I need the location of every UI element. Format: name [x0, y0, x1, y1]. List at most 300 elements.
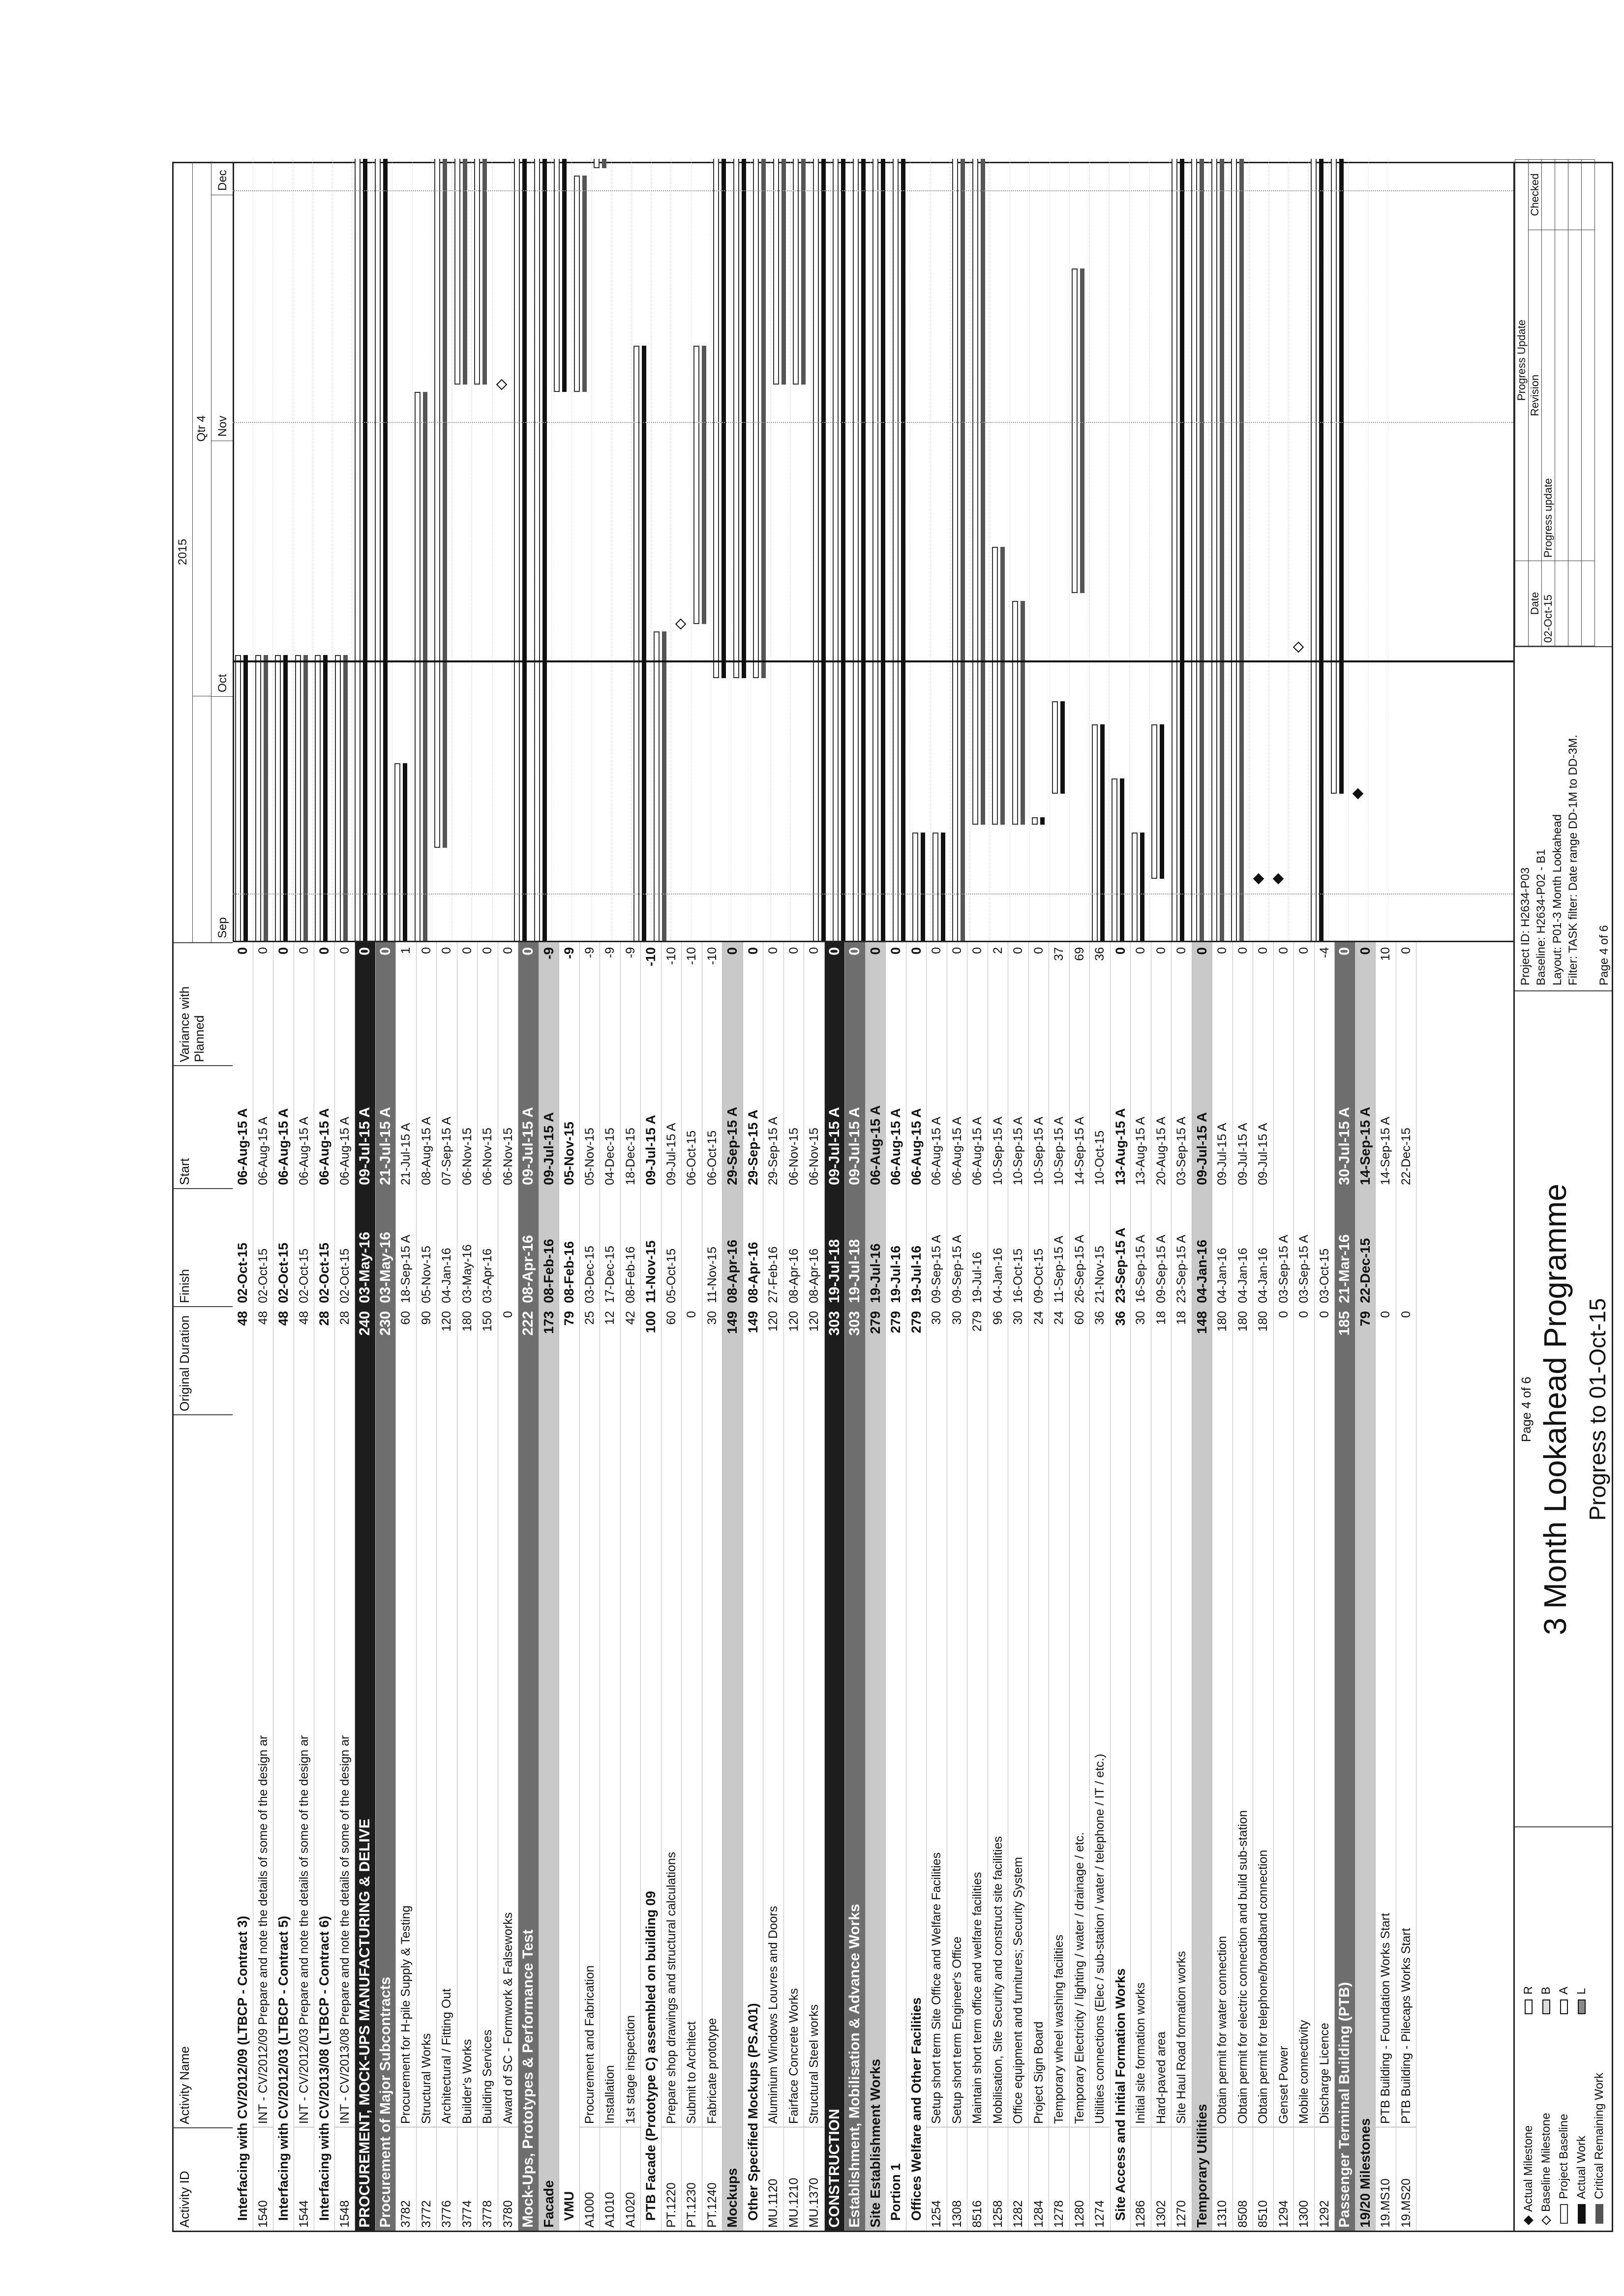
- table-row[interactable]: [662, 942, 682, 2231]
- activity-name: Site Establishment Works: [867, 2058, 883, 2228]
- finish-date: 03-Sep-15 A: [1276, 1235, 1291, 1303]
- variance: -10: [643, 947, 658, 967]
- start-date: 03-Sep-15 A: [1174, 1117, 1188, 1185]
- activity-name: Obtain permit for telephone/broadband connection: [1253, 1414, 1273, 2127]
- baseline-bar: [1052, 701, 1058, 794]
- activity-name: Fabricate prototype: [702, 1414, 722, 2127]
- baseline-bar: [893, 159, 899, 942]
- gantt-row: [293, 159, 313, 941]
- baseline-bar: [1132, 833, 1138, 942]
- start-date: 05-Nov-15: [582, 1128, 597, 1185]
- gantt-row: [1189, 159, 1209, 941]
- activity-id: MU.1120: [766, 2178, 780, 2228]
- gantt-row: [352, 159, 373, 941]
- header-finish: Finish: [174, 1188, 233, 1306]
- gantt-row: [1249, 159, 1269, 941]
- original-duration: 0: [1297, 1311, 1311, 1318]
- footer: [1515, 162, 1613, 2232]
- finish-date: 11-Nov-15: [705, 1247, 719, 1303]
- original-duration: 180: [1256, 1311, 1270, 1332]
- start-date: 10-Sep-15 A: [1011, 1117, 1025, 1185]
- activity-id: 3772: [419, 2200, 433, 2228]
- rev-col-checked: Checked: [1529, 160, 1542, 230]
- gantt-row: [432, 159, 452, 941]
- activity-id: PT.1240: [705, 2182, 719, 2228]
- table-row[interactable]: [1049, 942, 1070, 2231]
- table-row[interactable]: [1396, 942, 1417, 2231]
- table-row[interactable]: [927, 942, 947, 2231]
- group-row[interactable]: [376, 942, 396, 2231]
- start-date: 07-Sep-15 A: [440, 1117, 453, 1185]
- finish-date: 19-Jul-18: [826, 1239, 842, 1303]
- variance: 0: [970, 947, 984, 954]
- start-date: 06-Aug-15 A: [867, 1105, 883, 1185]
- original-duration: 150: [481, 1311, 494, 1332]
- activity-name: Temporary Utilities: [1194, 2104, 1209, 2228]
- original-duration: 120: [766, 1311, 780, 1332]
- variance: 0: [1399, 947, 1413, 954]
- finish-date: 08-Apr-16: [745, 1242, 760, 1303]
- original-duration: 0: [685, 1311, 698, 1318]
- start-date: 09-Jul-15 A: [520, 1107, 536, 1185]
- gantt-row: [850, 159, 871, 941]
- legend-actual-milestone: [1522, 2125, 1535, 2224]
- finish-date: 11-Nov-15: [643, 1240, 658, 1303]
- start-date: 20-Aug-15 A: [1154, 1117, 1168, 1185]
- baseline-bar: [335, 655, 341, 942]
- header-variance: Variance with Planned: [174, 942, 233, 1065]
- page-number: Page 4 of 6: [1519, 1376, 1534, 1442]
- baseline-bar: [1151, 724, 1157, 879]
- table-row[interactable]: [702, 942, 723, 2231]
- table-row[interactable]: [763, 942, 784, 2231]
- table-row[interactable]: [294, 942, 315, 2231]
- variance: -10: [664, 947, 678, 965]
- gantt-row: [233, 159, 253, 941]
- variance: 0: [930, 947, 943, 954]
- gantt-row: [1268, 159, 1289, 941]
- finish-date: 02-Oct-15: [276, 1242, 291, 1303]
- remaining-work-bar: [881, 159, 885, 942]
- start-date: 10-Sep-15 A: [991, 1117, 1005, 1185]
- original-duration: 148: [1194, 1311, 1209, 1334]
- group-row[interactable]: [722, 942, 743, 2231]
- variance: 0: [1031, 947, 1046, 954]
- group-row[interactable]: [539, 942, 560, 2231]
- variance: 0: [766, 947, 780, 954]
- baseline-bar: [1092, 724, 1098, 942]
- start-date: 06-Oct-15: [705, 1130, 719, 1185]
- start-date: 06-Aug-15 A: [970, 1117, 984, 1185]
- actual-work-bar: [1120, 778, 1124, 942]
- timescale-quarter: Qtr 4: [192, 161, 211, 696]
- finish-date: 04-Jan-16: [1215, 1248, 1229, 1303]
- start-date: 09-Jul-15 A: [1194, 1112, 1209, 1185]
- variance: 0: [1256, 947, 1270, 954]
- original-duration: 100: [643, 1311, 658, 1334]
- start-date: 09-Jul-15 A: [541, 1112, 556, 1185]
- variance: 0: [1215, 947, 1229, 954]
- group-row[interactable]: [866, 942, 886, 2231]
- activity-name: Offices Welfare and Other Facilities: [908, 1997, 924, 2221]
- activity-name: Mobilisation, Site Security and construct site facilities: [988, 1414, 1008, 2127]
- variance: 0: [1011, 947, 1025, 954]
- table-row[interactable]: [784, 942, 805, 2231]
- variance: 0: [256, 947, 270, 954]
- start-date: 09-Jul-15 A: [826, 1107, 842, 1185]
- original-duration: 79: [562, 1311, 576, 1326]
- start-date: 29-Sep-15 A: [724, 1106, 740, 1185]
- finish-date: 04-Jan-16: [1194, 1239, 1209, 1303]
- header-start: Start: [174, 1065, 233, 1188]
- gantt-row: [1149, 159, 1170, 941]
- original-duration: 12: [603, 1311, 617, 1325]
- activity-id: 1544: [297, 2200, 311, 2228]
- variance: -10: [705, 947, 719, 965]
- table-row[interactable]: [1008, 942, 1029, 2231]
- start-date: 06-Aug-15 A: [950, 1117, 964, 1185]
- legend-code-b: [1539, 1987, 1553, 2014]
- table-row[interactable]: [600, 942, 621, 2231]
- table-row[interactable]: [1376, 942, 1396, 2231]
- activity-id: A1020: [623, 2192, 637, 2228]
- original-duration: 18: [1154, 1311, 1168, 1325]
- timescale-month-oct: Oct: [211, 441, 233, 696]
- table-row[interactable]: [498, 942, 519, 2231]
- actual-work-bar: [403, 763, 407, 942]
- gantt-row: [990, 159, 1010, 941]
- variance: 36: [1093, 947, 1107, 961]
- finish-date: 19-Jul-16: [908, 1245, 924, 1303]
- table-row[interactable]: [335, 942, 356, 2231]
- table-row[interactable]: [621, 942, 641, 2231]
- activity-name: Utilities connections (Elec / sub-station / water / telephone / IT / etc.): [1090, 1414, 1110, 2127]
- group-row[interactable]: [886, 942, 906, 2231]
- variance: 0: [888, 947, 903, 955]
- original-duration: 18: [1174, 1311, 1188, 1325]
- remaining-work-bar: [702, 346, 706, 624]
- activity-id: 3780: [501, 2200, 515, 2228]
- group-row[interactable]: [355, 942, 376, 2231]
- table-row[interactable]: [682, 942, 702, 2231]
- table-row[interactable]: [417, 942, 437, 2231]
- group-row[interactable]: [641, 942, 662, 2231]
- finish-date: 22-Dec-15: [1357, 1238, 1373, 1303]
- table-row[interactable]: [580, 942, 601, 2231]
- start-date: 06-Aug-15 A: [256, 1117, 270, 1185]
- variance: 0: [276, 947, 291, 955]
- finish-date: 16-Sep-15 A: [1134, 1235, 1147, 1303]
- progress-subtitle: Progress to 01-Oct-15: [1585, 1298, 1610, 1521]
- activity-id: 1308: [950, 2200, 964, 2228]
- table-row[interactable]: [967, 942, 988, 2231]
- activity-id: PT.1230: [685, 2182, 698, 2228]
- activity-name: Passenger Terminal Building (PTB): [1336, 1982, 1353, 2228]
- remaining-work-bar: [1180, 159, 1184, 942]
- variance: 0: [867, 947, 883, 955]
- baseline-bar: [514, 159, 520, 942]
- original-duration: 36: [1093, 1311, 1107, 1325]
- activity-id: 1302: [1154, 2200, 1168, 2228]
- table-row[interactable]: [457, 942, 478, 2231]
- activity-id: 1278: [1052, 2200, 1066, 2228]
- activity-name: Installation: [600, 1414, 620, 2127]
- month-gridline: [233, 190, 1513, 191]
- legend-code-r: [1522, 1986, 1535, 2014]
- gantt-row: [790, 159, 811, 941]
- finish-date: 02-Oct-15: [297, 1248, 311, 1303]
- gantt-row: [1129, 159, 1150, 941]
- table-row[interactable]: [1090, 942, 1111, 2231]
- finish-date: [1396, 1188, 1416, 1306]
- variance: -4: [1317, 947, 1331, 958]
- original-duration: 0: [501, 1311, 515, 1318]
- original-duration: 60: [664, 1311, 678, 1325]
- finish-date: [1376, 1188, 1395, 1306]
- start-date: 06-Aug-15 A: [337, 1117, 352, 1185]
- gantt-row: [1169, 159, 1190, 941]
- table-row[interactable]: [1253, 942, 1274, 2231]
- finish-date: 04-Jan-16: [440, 1248, 453, 1303]
- group-row[interactable]: [1192, 942, 1213, 2231]
- activity-id: A1010: [603, 2192, 617, 2228]
- activity-name: Setup short term Engineer's Office: [947, 1414, 967, 2127]
- activity-name: Award of SC - Formwork & Falseworks: [498, 1414, 518, 2127]
- baseline-bar: [474, 159, 480, 385]
- activity-id: 3778: [481, 2200, 494, 2228]
- activity-name: Other Specified Mockups (PS.A01): [745, 2003, 760, 2221]
- rev-text: Progress update: [1542, 230, 1555, 561]
- table-row[interactable]: [1294, 942, 1315, 2231]
- variance: 0: [440, 947, 453, 954]
- activity-name: Maintain short term office and welfare facilities: [967, 1414, 987, 2127]
- activity-id: 1284: [1031, 2200, 1046, 2228]
- remaining-work-bar: [742, 159, 746, 678]
- table-row[interactable]: [1029, 942, 1050, 2231]
- gantt-row: [1209, 159, 1230, 941]
- gantt-row: [1010, 159, 1030, 941]
- baseline-bar: [793, 159, 799, 385]
- activity-id: PT.1220: [664, 2182, 678, 2228]
- activity-name: 1st stage inspection: [621, 1414, 640, 2127]
- variance: -10: [685, 947, 698, 965]
- original-duration: 36: [1113, 1311, 1128, 1326]
- activity-name: Interfacing with CV/2012/09 (LTBCP - Contract 3): [235, 1915, 250, 2221]
- group-row[interactable]: [825, 942, 845, 2231]
- activity-name: Builder's Works: [457, 1414, 477, 2127]
- activity-id: 3782: [399, 2200, 413, 2228]
- start-date: 06-Nov-15: [786, 1128, 801, 1185]
- original-duration: 120: [786, 1311, 801, 1332]
- gantt-row: [870, 159, 891, 941]
- original-duration: 30: [1134, 1311, 1147, 1325]
- remaining-work-bar: [602, 159, 606, 168]
- variance: -9: [603, 947, 617, 958]
- remaining-work-bar: [264, 655, 268, 942]
- group-row[interactable]: [1111, 942, 1131, 2231]
- baseline-bar: [1191, 159, 1197, 942]
- baseline-bar: [1231, 159, 1237, 942]
- table-row[interactable]: [1315, 942, 1335, 2231]
- table-row[interactable]: [1212, 942, 1233, 2231]
- code-l-swatch: [1578, 1999, 1586, 2014]
- legend-actual-work: [1575, 2136, 1589, 2224]
- activity-id: 3774: [460, 2200, 474, 2228]
- original-duration: 240: [357, 1311, 373, 1336]
- gantt-row: [950, 159, 970, 941]
- baseline-bar: [693, 346, 699, 624]
- table-header: [174, 163, 234, 2231]
- table-row[interactable]: [988, 942, 1009, 2231]
- finish-date: 03-Apr-16: [481, 1248, 494, 1303]
- actual-milestone-marker: [1273, 873, 1284, 885]
- table-row[interactable]: [1274, 942, 1294, 2231]
- timescale-month-sep: Sep: [211, 696, 233, 942]
- group-row[interactable]: [1335, 942, 1355, 2231]
- rev-empty: [1555, 561, 1568, 646]
- original-duration: 180: [460, 1311, 474, 1332]
- group-row[interactable]: [273, 942, 294, 2231]
- activity-id: 1548: [337, 2200, 352, 2228]
- activity-name: INT - CV/2012/09 Prepare and note the details of some of the design ar: [253, 1414, 273, 2127]
- table-row[interactable]: [1131, 942, 1151, 2231]
- variance: 0: [501, 947, 515, 954]
- original-duration: 60: [1072, 1311, 1086, 1325]
- activity-name: Discharge Licence: [1315, 1414, 1334, 2127]
- start-date: 06-Aug-15 A: [297, 1117, 311, 1185]
- activity-name: PTB Building - Pilecaps Works Start: [1396, 1414, 1416, 2127]
- table-row[interactable]: [253, 942, 274, 2231]
- activity-name: Setup short term Site Office and Welfare Facilities: [927, 1414, 946, 2127]
- remaining-work-bar: [801, 159, 806, 385]
- gantt-row: [631, 159, 652, 941]
- gantt-row: [591, 159, 612, 941]
- activity-id: 1274: [1093, 2200, 1107, 2228]
- activity-name: Project Sign Board: [1029, 1414, 1049, 2127]
- baseline-bar: [1331, 159, 1337, 794]
- variance: 0: [786, 947, 801, 954]
- activity-id: 1258: [991, 2200, 1005, 2228]
- group-row[interactable]: [743, 942, 764, 2231]
- rev-col-revision: Revision: [1529, 230, 1542, 561]
- finish-date: 03-May-16: [460, 1244, 474, 1303]
- activity-id: MU.1210: [786, 2177, 801, 2228]
- table-row[interactable]: [437, 942, 457, 2231]
- rev-empty: [1568, 561, 1582, 646]
- start-date: 06-Nov-15: [501, 1128, 515, 1185]
- original-duration: 79: [1357, 1311, 1373, 1327]
- group-row[interactable]: [1355, 942, 1376, 2231]
- original-duration: 24: [1031, 1311, 1046, 1325]
- activity-name: Fairface Concrete Works: [784, 1414, 804, 2127]
- activity-id: 1286: [1134, 2200, 1147, 2228]
- table-row[interactable]: [1233, 942, 1254, 2231]
- variance: 0: [317, 947, 331, 955]
- legend-code-a-label: A: [1557, 1986, 1570, 1995]
- header-activity-id: Activity ID: [174, 2127, 233, 2231]
- activity-id: 1270: [1174, 2200, 1188, 2228]
- gantt-row: [751, 159, 771, 941]
- group-row[interactable]: [559, 942, 580, 2231]
- variance: 0: [520, 947, 536, 955]
- baseline-bar: [992, 547, 998, 825]
- group-row[interactable]: [314, 942, 335, 2231]
- baseline-bar: [1211, 159, 1217, 942]
- baseline-bar: [275, 655, 281, 942]
- original-duration: 28: [337, 1311, 352, 1325]
- table-row[interactable]: [1070, 942, 1090, 2231]
- layout-info: Layout: P01-3 Month Lookahead: [1550, 814, 1564, 985]
- baseline-milestone-icon: [1541, 2215, 1551, 2225]
- gantt-row: [571, 159, 592, 941]
- activity-id: 1282: [1011, 2200, 1025, 2228]
- variance: -9: [623, 947, 637, 958]
- activity-id: 19.MS20: [1399, 2178, 1413, 2228]
- baseline-bar: [1072, 268, 1078, 593]
- gantt-row: [930, 159, 951, 941]
- finish-date: 16-Oct-15: [1011, 1248, 1025, 1303]
- original-duration: 180: [1215, 1311, 1229, 1332]
- remaining-work-bar: [423, 392, 427, 942]
- group-row[interactable]: [845, 942, 866, 2231]
- baseline-bar: [1112, 778, 1117, 942]
- gantt-row: [890, 159, 911, 941]
- finish-date: 04-Jan-16: [991, 1248, 1005, 1303]
- remaining-work-bar: [323, 655, 328, 942]
- variance: 0: [908, 947, 924, 955]
- variance: 0: [1235, 947, 1250, 954]
- variance: 0: [1194, 947, 1209, 955]
- table-row[interactable]: [804, 942, 825, 2231]
- activity-name: 19/20 Milestones: [1357, 2118, 1373, 2228]
- table-row[interactable]: [1151, 942, 1172, 2231]
- table-row[interactable]: [396, 942, 417, 2231]
- original-duration: 60: [399, 1311, 413, 1325]
- gantt-row: [1229, 159, 1249, 941]
- baseline-bar: [773, 159, 779, 385]
- variance: 0: [419, 947, 433, 954]
- original-duration: 30: [950, 1311, 964, 1325]
- gantt-row: [1069, 159, 1090, 941]
- group-row[interactable]: [906, 942, 927, 2231]
- timescale-header: [174, 162, 233, 942]
- table-row[interactable]: [1172, 942, 1192, 2231]
- baseline-bar: [255, 655, 261, 942]
- remaining-work-bar: [383, 159, 388, 942]
- remaining-work-bar: [1239, 159, 1244, 942]
- timescale-quarter-prev: [192, 696, 211, 942]
- finish-date: 23-Sep-15 A: [1174, 1235, 1188, 1303]
- gantt-row: [472, 159, 492, 941]
- start-date: 04-Dec-15: [603, 1128, 617, 1185]
- activity-id: 1292: [1317, 2200, 1331, 2228]
- actual-work-bar: [1100, 724, 1105, 942]
- gantt-row: [811, 159, 831, 941]
- actual-milestone-marker: [1353, 788, 1364, 800]
- group-row[interactable]: [233, 942, 253, 2231]
- table-row[interactable]: [478, 942, 498, 2231]
- baseline-bar: [952, 159, 958, 942]
- activity-name: Interfacing with CV/2012/03 (LTBCP - Contract 5): [276, 1915, 291, 2221]
- group-row[interactable]: [518, 942, 539, 2231]
- table-row[interactable]: [947, 942, 968, 2231]
- finish-date: 09-Sep-15 A: [1154, 1235, 1168, 1303]
- programme-title: 3 Month Lookahead Programme: [1537, 1184, 1573, 1635]
- finish-date: 02-Oct-15: [235, 1242, 250, 1303]
- baseline-bar: [872, 159, 878, 942]
- finish-date: 02-Oct-15: [317, 1242, 331, 1303]
- baseline-bar: [295, 655, 301, 942]
